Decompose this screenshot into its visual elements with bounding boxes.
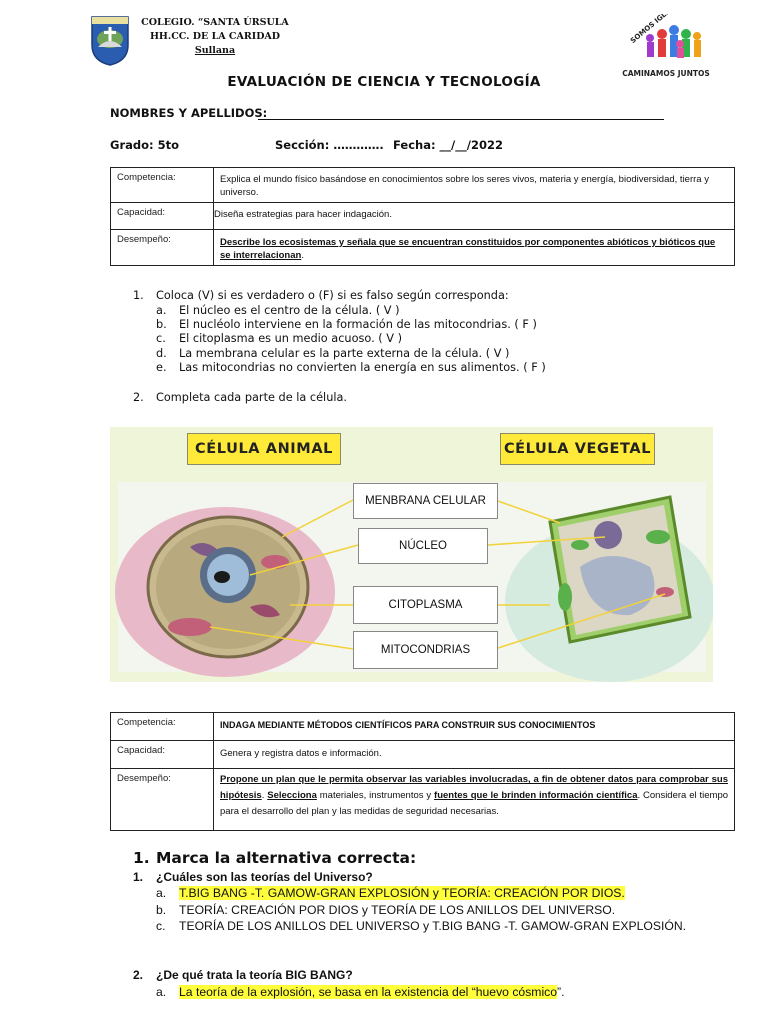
school-crest-logo — [90, 15, 130, 67]
q1-item-e[interactable]: Las mitocondrias no convierten la energía en sus alimentos. ( F ) — [179, 361, 546, 374]
label-box-citoplasma[interactable]: CITOPLASMA — [353, 586, 498, 624]
mc-q1-option-b-letter: b. — [156, 903, 167, 917]
label-box-mitocondrias[interactable]: MITOCONDRIAS — [353, 631, 498, 669]
q1-item-e-letter: e. — [156, 361, 167, 374]
date-field[interactable]: Fecha: __/__/2022 — [393, 138, 503, 152]
question-2-number: 2. — [133, 391, 144, 404]
question-1-text: Coloca (V) si es verdadero o (F) si es falso según corresponda: — [156, 289, 509, 302]
capacidad-label: Capacidad: — [111, 203, 214, 230]
question-1-number: 1. — [133, 289, 144, 302]
mc-q2-option-a[interactable] — [179, 985, 565, 999]
q1-item-c[interactable]: El citoplasma es un medio acuoso. ( V ) — [179, 332, 403, 345]
section-field[interactable]: Sección: …………. — [275, 138, 384, 152]
desempeno-2-part-5: fuentes que le brinden información científica — [434, 790, 638, 801]
school-line-1: COLEGIO. “SANTA ÚRSULA — [141, 17, 289, 28]
desempeno-value — [214, 230, 735, 266]
grade-field: Grado: 5to — [110, 138, 180, 152]
animal-cell-title: CÉLULA ANIMAL — [187, 433, 341, 465]
mc-question-2-number: 2. — [133, 968, 144, 982]
mc-question-1-number: 1. — [133, 870, 144, 884]
mc-q1-option-b[interactable]: TEORÍA: CREACIÓN POR DIOS y TEORÍA DE LOS ANILLOS DEL UNIVERSO. — [179, 903, 616, 917]
competencia-value: Explica el mundo físico basándose en conocimientos sobre los seres vivos, materia y energía, biodiversidad, tierra y universo. — [214, 168, 735, 203]
cell-diagram — [110, 427, 713, 682]
capacidad-2-label: Capacidad: — [111, 741, 214, 769]
q1-item-d[interactable]: La membrana celular es la parte externa de la célula. ( V ) — [179, 347, 510, 360]
somos-iglesia-logo — [622, 14, 710, 80]
mc-question-2-text: ¿De qué trata la teoría BIG BANG? — [156, 968, 353, 982]
section-2-title: Marca la alternativa correcta: — [156, 849, 417, 867]
desempeno-2-value — [214, 769, 735, 831]
desempeno-2-label: Desempeño: — [111, 769, 214, 831]
competencia-label: Competencia: — [111, 168, 214, 203]
competency-table-1 — [110, 167, 735, 266]
capacidad-value: Diseña estrategias para hacer indagación. — [214, 203, 735, 230]
mc-question-1-text: ¿Cuáles son las teorías del Universo? — [156, 870, 373, 884]
plant-nucleus — [594, 521, 622, 549]
q1-item-a[interactable]: El núcleo es el centro de la célula. ( V ) — [179, 304, 400, 317]
school-line-2: HH.CC. DE LA CARIDAD — [149, 31, 281, 42]
q1-item-d-letter: d. — [156, 347, 167, 360]
competencia-2-label: Competencia: — [111, 713, 214, 741]
mc-q1-option-c[interactable]: TEORÍA DE LOS ANILLOS DEL UNIVERSO y T.BIG BANG -T. GAMOW-GRAN EXPLOSIÓN. — [179, 919, 687, 933]
school-name — [140, 16, 290, 58]
name-input-line[interactable] — [258, 119, 664, 120]
competency-table-2 — [110, 712, 735, 831]
exam-title: EVALUACIÓN DE CIENCIA Y TECNOLOGÍA — [227, 74, 541, 90]
mc-q1-option-a-letter: a. — [156, 886, 167, 900]
capacidad-2-value: Genera y registra datos e información. — [214, 741, 735, 769]
mc-q2-option-a-text: La teoría de la explosión, se basa en la existencia del “huevo cósmico — [179, 985, 558, 999]
desempeno-2-part-6: . Considera el tiempo para el desarrollo del plan y las medidas de seguridad necesarias. — [220, 790, 729, 817]
mc-q1-option-a-text: T.BIG BANG -T. GAMOW-GRAN EXPLOSIÓN y TEORÍA: CREACIÓN POR DIOS. — [179, 886, 625, 900]
section-2-number: 1. — [133, 849, 150, 867]
q1-item-b-letter: b. — [156, 318, 167, 331]
q1-item-a-letter: a. — [156, 304, 167, 317]
school-line-3: Sullana — [194, 45, 236, 56]
desempeno-2-part-2: . — [261, 790, 268, 801]
label-box-nucleo[interactable]: NÚCLEO — [358, 528, 488, 564]
mc-q1-option-c-letter: c. — [156, 919, 166, 933]
desempeno-label: Desempeño: — [111, 230, 214, 266]
plant-chloroplast — [558, 583, 572, 611]
desempeno-text: Describe los ecosistemas y señala que se encuentran constituidos por componentes abióticos y bióticos que se interrelacionan — [220, 237, 716, 261]
logo-text-caminamos: CAMINAMOS JUNTOS — [622, 69, 710, 78]
competencia-2-value: INDAGA MEDIANTE MÉTODOS CIENTÍFICOS PARA CONSTRUIR SUS CONOCIMIENTOS — [214, 713, 735, 741]
desempeno-period: . — [301, 250, 304, 261]
desempeno-2-part-3: Selecciona — [267, 790, 317, 801]
mc-q1-option-a[interactable] — [179, 886, 625, 900]
q1-item-b[interactable]: El nucléolo interviene en la formación de las mitocondrias. ( F ) — [179, 318, 537, 331]
desempeno-2-part-1: Propone un plan que le permita observar las variables involucradas, a fin de obtener datos para comprobar sus hipótesis — [220, 774, 728, 801]
mc-q2-option-a-suffix: ”. — [557, 985, 565, 999]
q1-item-c-letter: c. — [156, 332, 166, 345]
plant-cell-title: CÉLULA VEGETAL — [500, 433, 655, 465]
mc-q2-option-a-letter: a. — [156, 985, 167, 999]
question-2-text: Completa cada parte de la célula. — [156, 391, 348, 404]
animal-mitochondria — [168, 618, 212, 636]
label-box-membrana[interactable]: MENBRANA CELULAR — [353, 483, 498, 519]
desempeno-2-part-4: materiales, instrumentos y — [316, 790, 435, 801]
name-label: NOMBRES Y APELLIDOS: — [110, 106, 268, 120]
